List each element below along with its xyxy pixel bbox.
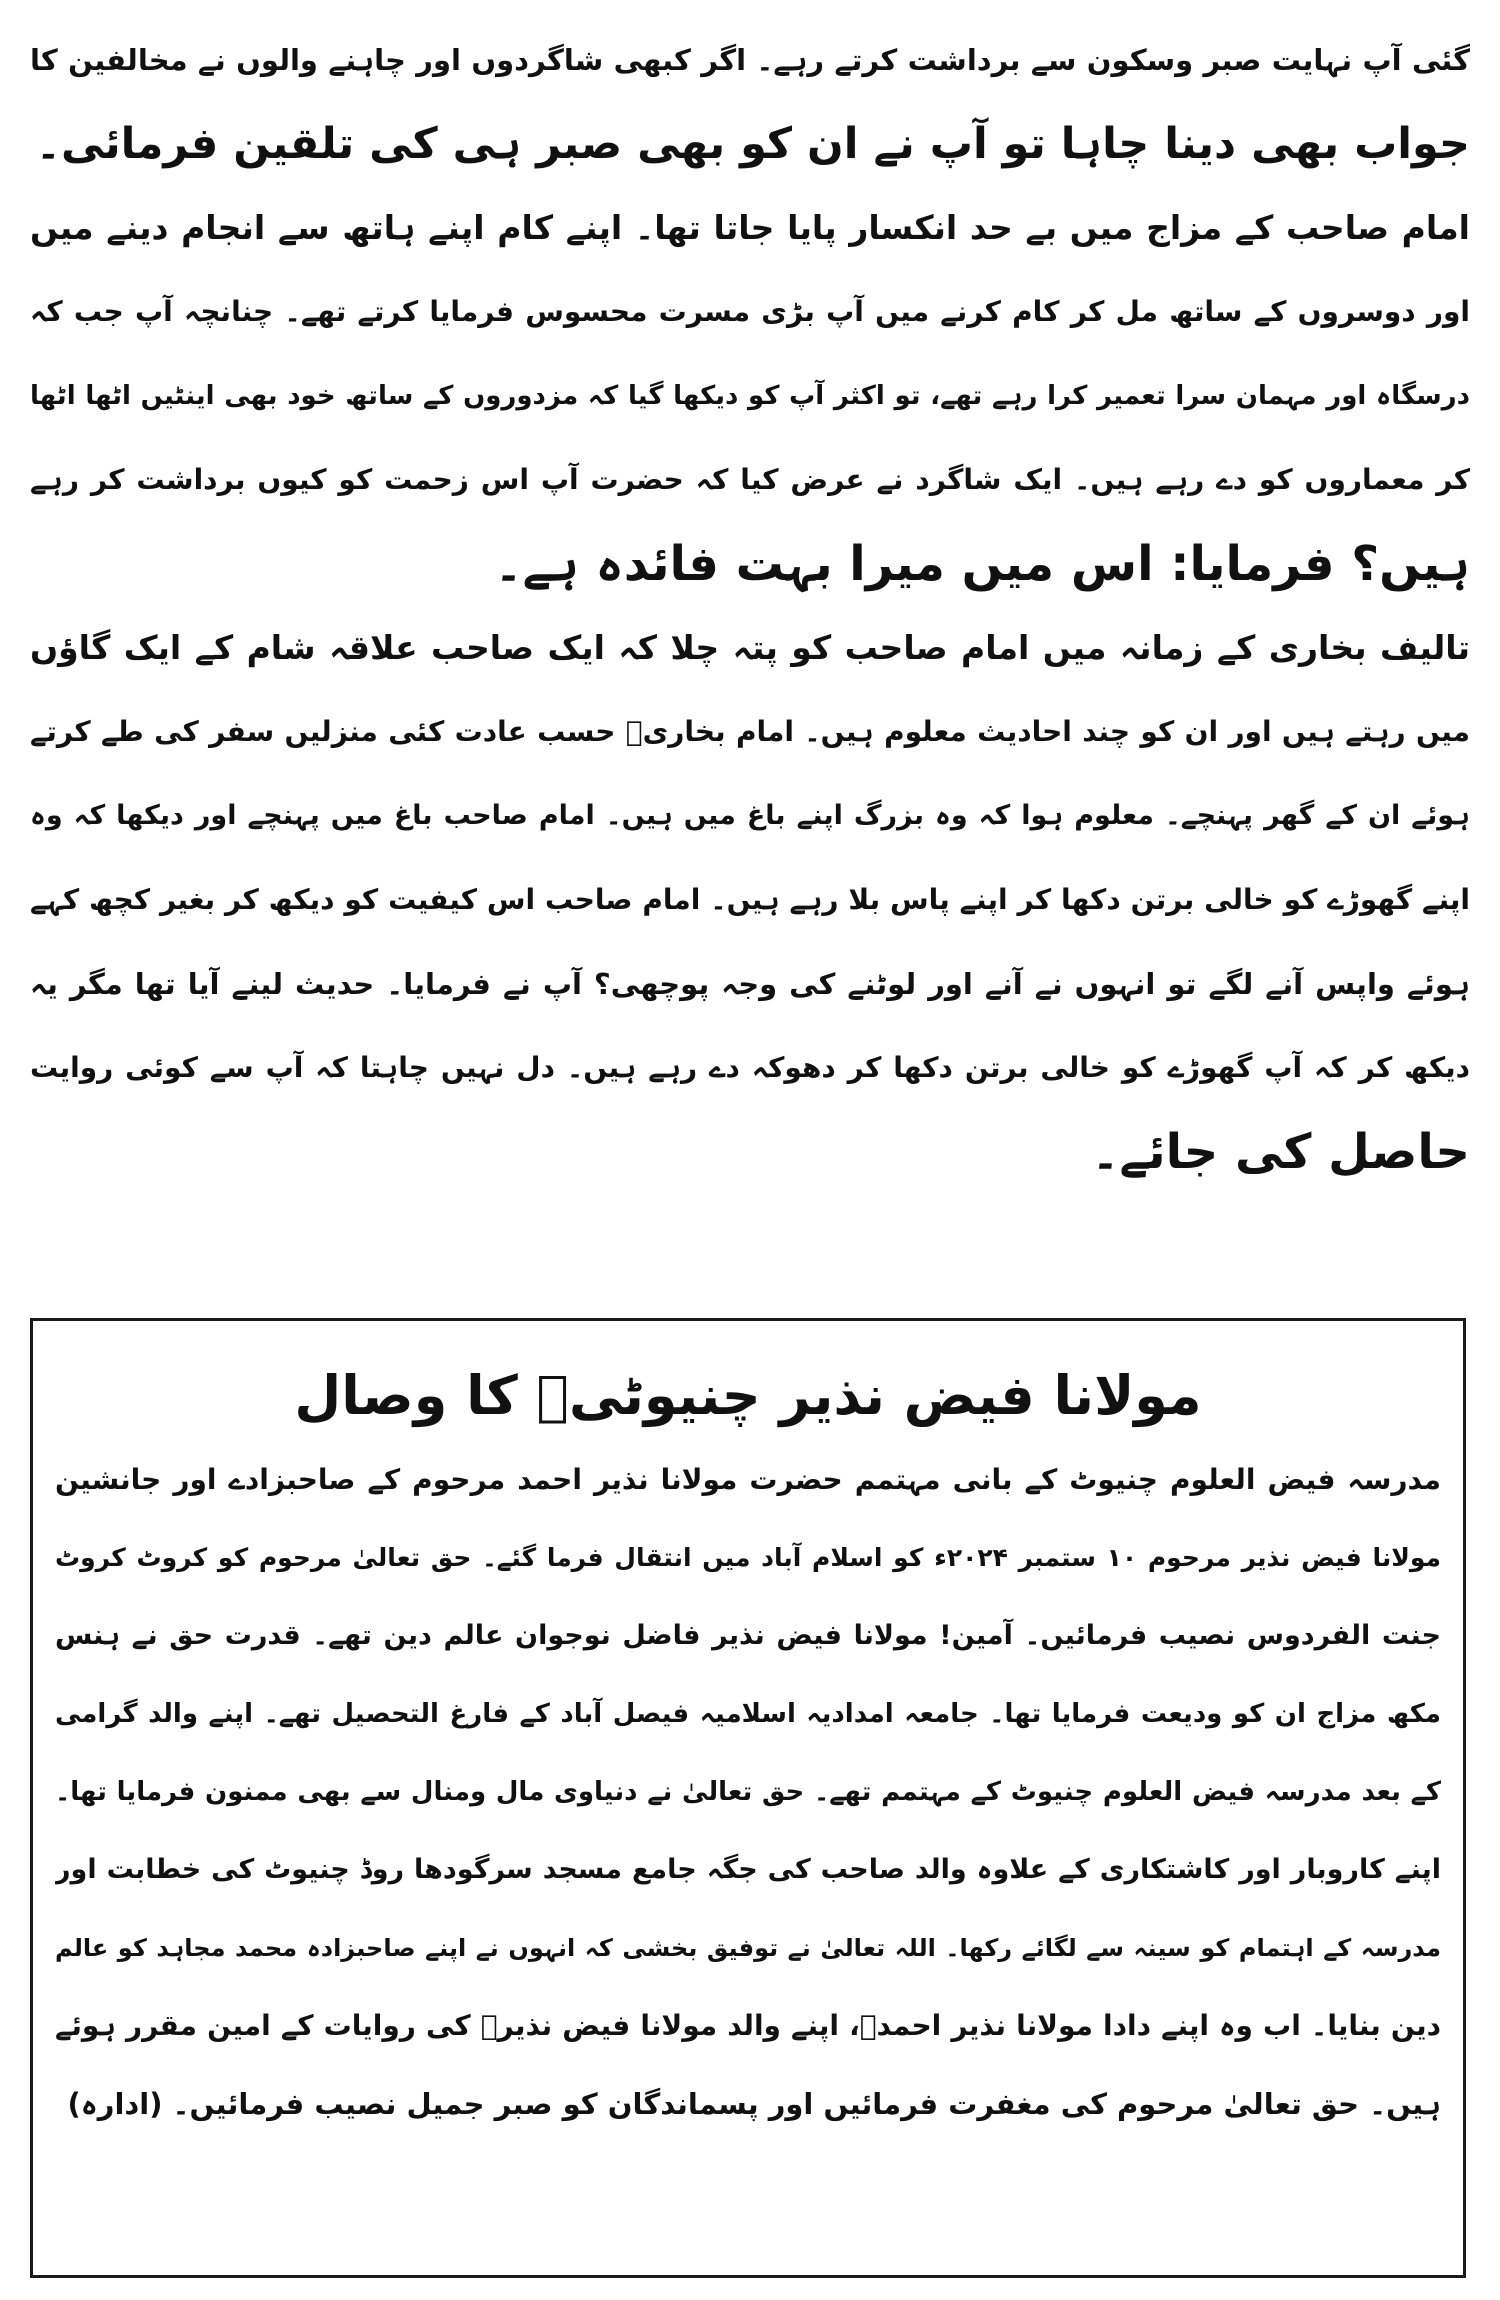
notice-line: مکھ مزاج ان کو ودیعت فرمایا تھا۔ جامعہ امدادیہ اسلامیہ فیصل آباد کے فارغ التحصیل تھے۔ اپنے والد گرامی bbox=[55, 1699, 1441, 1729]
text-line: ہوئے ان کے گھر پہنچے۔ معلوم ہوا کہ وہ بزرگ اپنے باغ میں ہیں۔ امام صاحب باغ میں پہنچے اور دیکھا کہ وہ bbox=[30, 800, 1470, 831]
text-line: ہوئے واپس آنے لگے تو انہوں نے آنے اور لوٹنے کی وجہ پوچھی؟ آپ نے فرمایا۔ حدیث لینے آیا تھا مگر یہ bbox=[30, 967, 1470, 1001]
notice-line: اپنے کاروبار اور کاشتکاری کے علاوہ والد صاحب کی جگہ جامع مسجد سرگودھا روڈ چنیوٹ کی خطابت اور bbox=[55, 1854, 1441, 1885]
text-line: تالیف بخاری کے زمانہ میں امام صاحب کو پتہ چلا کہ ایک صاحب علاقہ شام کے ایک گاؤں bbox=[30, 628, 1470, 667]
text-line: میں رہتے ہیں اور ان کو چند احادیث معلوم ہیں۔ امام بخاریؒ حسب عادت کئی منزلیں سفر کی طے کرتے bbox=[30, 715, 1470, 748]
text-line: گئی آپ نہایت صبر وسکون سے برداشت کرتے رہے۔ اگر کبھی شاگردوں اور چاہنے والوں نے مخالفین کا bbox=[30, 43, 1470, 77]
text-line: حاصل کی جائے۔ bbox=[1091, 1124, 1470, 1180]
notice-line: مولانا فیض نذیر مرحوم ۱۰ ستمبر ۲۰۲۴ء کو اسلام آباد میں انتقال فرما گئے۔ حق تعالیٰ مرحوم کو کروٹ کروٹ bbox=[55, 1543, 1441, 1572]
notice-line: دین بنایا۔ اب وہ اپنے دادا مولانا نذیر احمدؒ، اپنے والد مولانا فیض نذیرؒ کی روایات کے امین مقرر ہوئے bbox=[55, 2009, 1441, 2042]
notice-line: مدرسہ فیض العلوم چنیوٹ کے بانی مہتمم حضرت مولانا نذیر احمد مرحوم کے صاحبزادے اور جانشین bbox=[55, 1463, 1441, 1496]
text-line: درسگاہ اور مہمان سرا تعمیر کرا رہے تھے، تو اکثر آپ کو دیکھا گیا کہ مزدوروں کے ساتھ خود بھی اینٹیں اٹھا اٹھا bbox=[30, 381, 1470, 411]
paragraph-1 bbox=[30, 18, 1470, 186]
text-line: ہیں؟ فرمایا: اس میں میرا بہت فائدہ ہے۔ bbox=[494, 536, 1470, 592]
text-line: امام صاحب کے مزاج میں بے حد انکسار پایا جاتا تھا۔ اپنے کام اپنے ہاتھ سے انجام دینے میں bbox=[30, 208, 1470, 247]
text-line: اور دوسروں کے ساتھ مل کر کام کرنے میں آپ بڑی مسرت محسوس فرمایا کرتے تھے۔ چنانچہ آپ جب کہ bbox=[30, 295, 1470, 328]
paragraph-3 bbox=[30, 606, 1470, 1194]
notice-line: ہیں۔ حق تعالیٰ مرحوم کی مغفرت فرمائیں اور پسماندگان کو صبر جمیل نصیب فرمائیں۔ (ادارہ) bbox=[67, 2087, 1441, 2121]
obituary-notice-box bbox=[30, 1318, 1466, 2278]
text-line: دیکھ کر کہ آپ گھوڑے کو خالی برتن دکھا کر دھوکہ دے رہے ہیں۔ دل نہیں چاہتا کہ آپ سے کوئی روایت bbox=[30, 1051, 1470, 1084]
text-line: اپنے گھوڑے کو خالی برتن دکھا کر اپنے پاس بلا رہے ہیں۔ امام صاحب اس کیفیت کو دیکھ کر بغیر کچھ کہے bbox=[30, 883, 1470, 916]
text-line: جواب بھی دینا چاہا تو آپ نے ان کو بھی صبر ہی کی تلقین فرمائی۔ bbox=[35, 119, 1470, 169]
notice-line: جنت الفردوس نصیب فرمائیں۔ آمین! مولانا فیض نذیر فاضل نوجوان عالم دین تھے۔ قدرت حق نے ہنس bbox=[55, 1620, 1441, 1651]
paragraph-2 bbox=[30, 186, 1470, 606]
notice-title: مولانا فیض نذیر چنیوٹیؒ کا وصال bbox=[294, 1364, 1202, 1427]
text-line: کر معماروں کو دے رہے ہیں۔ ایک شاگرد نے عرض کیا کہ حضرت آپ اس زحمت کو کیوں برداشت کر رہے bbox=[30, 463, 1470, 496]
notice-line: مدرسہ کے اہتمام کو سینہ سے لگائے رکھا۔ اللہ تعالیٰ نے توفیق بخشی کہ انہوں نے اپنے صاحبزادہ محمد مجاہد کو عالم bbox=[55, 1934, 1441, 1962]
notice-line: کے بعد مدرسہ فیض العلوم چنیوٹ کے مہتمم تھے۔ حق تعالیٰ نے دنیاوی مال ومنال سے بھی ممنون فرمایا تھا۔ bbox=[55, 1777, 1441, 1807]
notice-content bbox=[55, 1351, 1441, 2143]
article-text bbox=[30, 18, 1470, 1194]
